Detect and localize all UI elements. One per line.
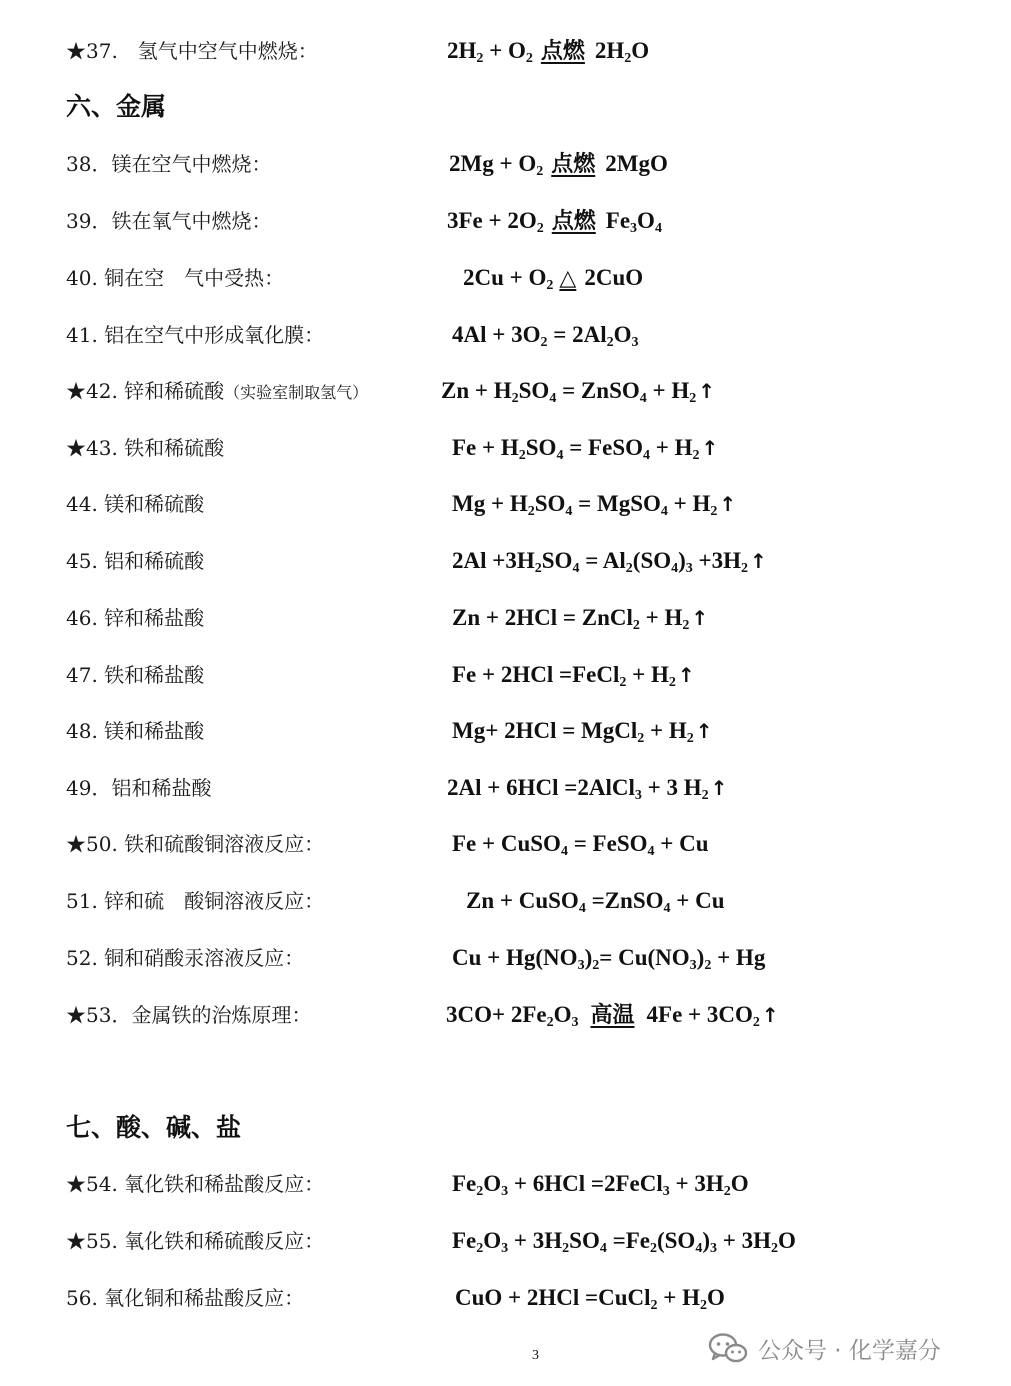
equation-row-50	[0, 824, 1011, 864]
reaction-label: 56. 氧化铜和稀盐酸反应：	[66, 1286, 305, 1310]
reaction-label: ★50. 铁和硫酸铜溶液反应：	[66, 832, 325, 856]
reaction-label: 38．镁在空气中燃烧：	[66, 152, 272, 176]
equation-row-37	[0, 31, 1011, 71]
reaction-label: 49．铝和稀盐酸	[66, 776, 212, 800]
equation: Fe + 2HCl =FeCl$_2$ + $H_2$ ↑	[452, 662, 695, 690]
reaction-label: ★54. 氧化铁和稀盐酸反应：	[66, 1172, 325, 1196]
watermark-text: 公众号 · 化学嘉分	[758, 1337, 941, 1364]
equation-row-41	[0, 315, 1011, 355]
reaction-label: ★53．金属铁的治炼原理：	[66, 1003, 312, 1027]
wechat-icon	[708, 1332, 748, 1364]
equation-row-43	[0, 428, 1011, 468]
equation: $Mg + H_2SO_4$ = MgSO$_4$ + $H_2$ ↑	[452, 491, 737, 519]
equation-row-54	[0, 1164, 1011, 1204]
reaction-condition: 高温	[590, 1003, 635, 1028]
reaction-condition: 点燃	[540, 39, 585, 64]
equation: Mg+ 2HCl = MgCl$_2$ + $H_2$ ↑	[452, 718, 713, 746]
equation-row-56	[0, 1278, 1011, 1318]
gas-arrow-icon: ↑	[710, 776, 728, 800]
equation: $Fe_2O_3 + 3H_2SO_4 =Fe_2(SO_4)_3 + 3H_2O$	[452, 1228, 796, 1256]
reaction-label: ★37. 氢气中空气中燃烧：	[66, 39, 318, 63]
equation: $4Al + 3O_2 = 2Al_2O_3$	[452, 322, 639, 350]
gas-arrow-icon: ↑	[761, 1003, 779, 1027]
gas-arrow-icon: ↑	[677, 663, 695, 687]
equation-row-52	[0, 938, 1011, 978]
equation-row-46	[0, 598, 1011, 638]
reaction-label: 45. 铝和稀硫酸	[66, 549, 205, 573]
reaction-label: ★42. 锌和稀硫酸（实验室制取氢气）	[66, 379, 369, 403]
equation: $Cu + Hg(NO_3)_2= Cu(NO_3)_2 + Hg$	[452, 945, 766, 973]
watermark	[708, 1328, 941, 1368]
page-number: 3	[532, 1348, 539, 1363]
gas-arrow-icon: ↑	[719, 492, 737, 516]
reaction-label: ★43. 铁和稀硫酸	[66, 436, 225, 460]
equation-row-42	[0, 371, 1011, 411]
equation-row-44	[0, 484, 1011, 524]
section-heading-acids-bases-salts: 七、酸、碱、盐	[66, 1113, 242, 1142]
reaction-label: 46. 锌和稀盐酸	[66, 606, 205, 630]
gas-arrow-icon: ↑	[695, 719, 713, 743]
equation: $3Fe + 2O_2$ 点燃 $Fe_3O_4$	[447, 201, 662, 242]
equation-row-39	[0, 201, 1011, 241]
equation-row-48	[0, 711, 1011, 751]
equation-row-53	[0, 995, 1011, 1035]
equation-row-55	[0, 1221, 1011, 1261]
equation-row-47	[0, 655, 1011, 695]
equation: CuO + 2HCl =CuCl$_2$ + $H_2O$	[455, 1285, 725, 1313]
equation: $Fe + H_2SO_4$ = FeSO$_4$ + $H_2$ ↑	[452, 435, 719, 463]
equation-row-40	[0, 258, 1011, 298]
equation-row-51	[0, 881, 1011, 921]
heat-condition: △	[559, 266, 577, 291]
equation: $2Mg + O_2$ 点燃 2MgO	[449, 144, 668, 185]
reaction-label: 41. 铝在空气中形成氧化膜：	[66, 323, 325, 347]
reaction-condition: 点燃	[551, 209, 596, 234]
reaction-label: 44. 镁和稀硫酸	[66, 492, 205, 516]
equation: $2H_2 + O_2$ 点燃 $2H_2O$	[447, 31, 649, 72]
reaction-label: 48. 镁和稀盐酸	[66, 719, 205, 743]
reaction-label: 40. 铜在空 气中受热：	[66, 266, 285, 290]
equation: Zn + CuSO$_4$ =ZnSO$_4$ + Cu	[466, 888, 725, 916]
equation: Zn + 2HCl = ZnCl$_2$ + $H_2$ ↑	[452, 605, 709, 633]
equation: 2Al + 6HCl =2AlCl$_3$ + 3 $H_2$ ↑	[447, 775, 728, 803]
gas-arrow-icon: ↑	[701, 436, 719, 460]
gas-arrow-icon: ↑	[691, 606, 709, 630]
equation: $Zn + H_2SO_4$ = ZnSO$_4$ + $H_2$ ↑	[441, 378, 716, 406]
equation-row-45	[0, 541, 1011, 581]
reaction-label: ★55. 氧化铁和稀硫酸反应：	[66, 1229, 325, 1253]
reaction-condition: 点燃	[551, 152, 596, 177]
equation: $3CO+ 2Fe_2O_3$ 高温 $4Fe + 3CO_2$ ↑	[446, 995, 779, 1036]
reaction-label: 52. 铜和硝酸汞溶液反应：	[66, 946, 305, 970]
equation: $2Al +3H_2SO_4 = Al_2(SO_4)_3 +3H_2$ ↑	[452, 548, 767, 576]
reaction-label: 39．铁在氧气中燃烧：	[66, 209, 272, 233]
gas-arrow-icon: ↑	[750, 549, 767, 573]
equation: Fe + CuSO$_4$ = FeSO$_4$ + Cu	[452, 831, 709, 859]
reaction-label: 47. 铁和稀盐酸	[66, 663, 205, 687]
reaction-label: 51. 锌和硫 酸铜溶液反应：	[66, 889, 325, 913]
equation-row-49	[0, 768, 1011, 808]
section-heading-metals: 六、金属	[66, 92, 167, 121]
reaction-note: （实验室制取氢气）	[224, 383, 369, 402]
equation-row-38	[0, 144, 1011, 184]
equation: $Fe_2O_3 + 6HCl$ =2FeCl$_3$ + $3H_2O$	[452, 1171, 749, 1199]
equation: $2Cu + O_2$ △ 2CuO	[463, 258, 643, 299]
gas-arrow-icon: ↑	[698, 379, 716, 403]
